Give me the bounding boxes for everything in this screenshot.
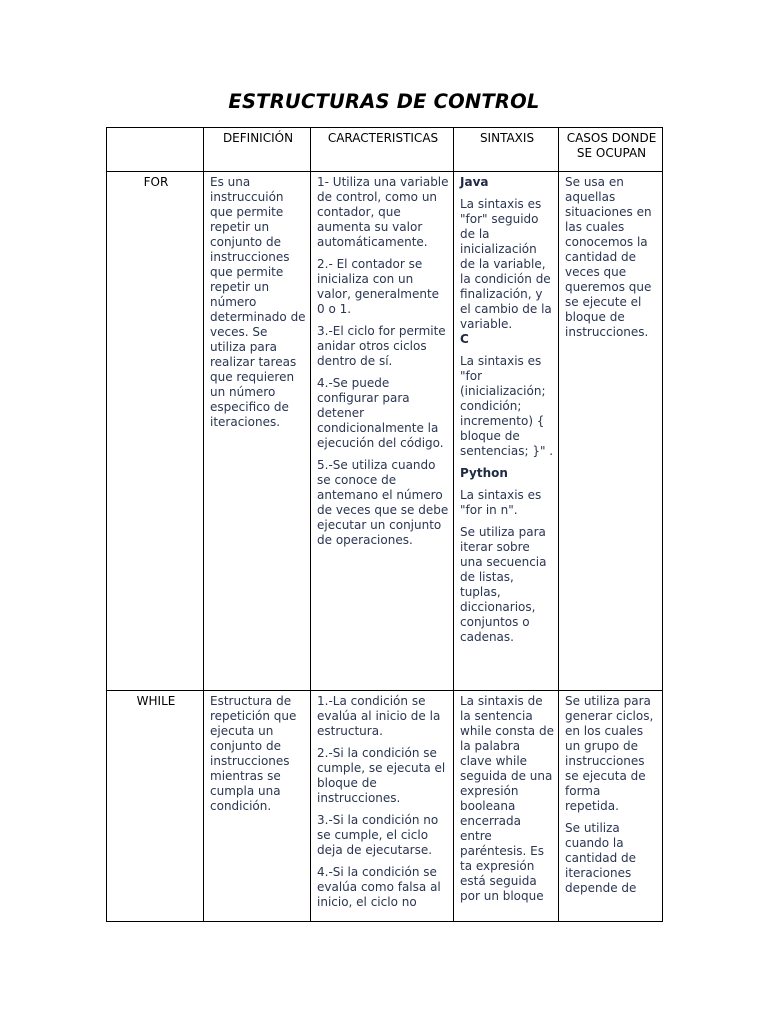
for-c-label: C [460, 332, 469, 346]
for-caracteristica-4: 4.-Se puede configurar para detener condicionalmente la ejecución del código. [317, 376, 444, 450]
header-casos: CASOS DONDE SE OCUPAN [559, 128, 663, 172]
header-caracteristicas: CARACTERISTICAS [311, 128, 454, 172]
for-python-text-2: Se utiliza para iterar sobre una secuencia de listas, tuplas, diccionarios, conjuntos o cadenas. [460, 525, 547, 644]
for-caracteristica-3: 3.-El ciclo for permite anidar otros ciclos dentro de sí. [317, 324, 446, 368]
while-caracteristica-3: 3.-Si la condición no se cumple, el ciclo deja de ejecutarse. [317, 813, 439, 857]
header-sintaxis: SINTAXIS [454, 128, 559, 172]
for-definicion-cell: Es una instruccuión que permite repetir un conjunto de instrucciones que permite repetir un número determinado de veces. Se utiliza para realizar tareas que requieren un número especifico de iteraciones. [204, 172, 311, 691]
header-definicion: DEFINICIÓN [204, 128, 311, 172]
row-label-while: WHILE [107, 691, 204, 922]
for-java-label: Java [460, 175, 489, 189]
header-row [107, 128, 663, 172]
header-corner-cell [107, 128, 204, 172]
table-row-while [107, 691, 663, 922]
table-row-for [107, 172, 663, 691]
for-c-text: La sintaxis es "for (inicialización; condición; incremento) { bloque de sentencias; }" . [460, 354, 554, 458]
row-label-for: FOR [107, 172, 204, 691]
while-caso-1: Se utiliza para generar ciclos, en los cuales un grupo de instrucciones se ejecuta de forma repetida. [565, 694, 654, 813]
while-sintaxis-cell: La sintaxis de la sentencia while consta de la palabra clave while seguida de una expresión booleana encerrada entre paréntesis. Es ta expresión está seguida por un bloque [454, 691, 559, 922]
while-caracteristica-1: 1.-La condición se evalúa al inicio de la estructura. [317, 694, 441, 738]
for-caracteristica-2: 2.- El contador se inicializa con un valor, generalmente 0 o 1. [317, 257, 440, 316]
for-caracteristica-1: 1- Utiliza una variable de control, como un contador, que aumenta su valor automáticamente. [317, 175, 449, 249]
for-sintaxis-cell [454, 172, 559, 691]
document-title: ESTRUCTURAS DE CONTROL [228, 90, 540, 113]
control-structures-table [106, 127, 663, 922]
for-caracteristicas-cell [311, 172, 454, 691]
for-casos-cell: Se usa en aquellas situaciones en las cuales conocemos la cantidad de veces que queremos que se ejecute el bloque de instrucciones. [559, 172, 663, 691]
while-caracteristica-2: 2.-Si la condición se cumple, se ejecuta el bloque de instrucciones. [317, 746, 446, 805]
while-definicion-cell: Estructura de repetición que ejecuta un conjunto de instrucciones mientras se cumpla una condición. [204, 691, 311, 922]
for-java-text: La sintaxis es "for" seguido de la inicialización de la variable, la condición de finalización, y el cambio de la variable. [460, 197, 552, 331]
for-python-label: Python [460, 466, 508, 480]
while-caracteristica-4: 4.-Si la condición se evalúa como falsa al inicio, el ciclo no [317, 865, 441, 909]
while-caracteristicas-cell [311, 691, 454, 922]
for-caracteristica-5: 5.-Se utiliza cuando se conoce de antemano el número de veces que se debe ejecutar un conjunto de operaciones. [317, 458, 449, 547]
while-casos-cell [559, 691, 663, 922]
while-caso-2: Se utiliza cuando la cantidad de iteraciones depende de [565, 821, 637, 895]
for-python-text: La sintaxis es "for in n". [460, 488, 542, 517]
